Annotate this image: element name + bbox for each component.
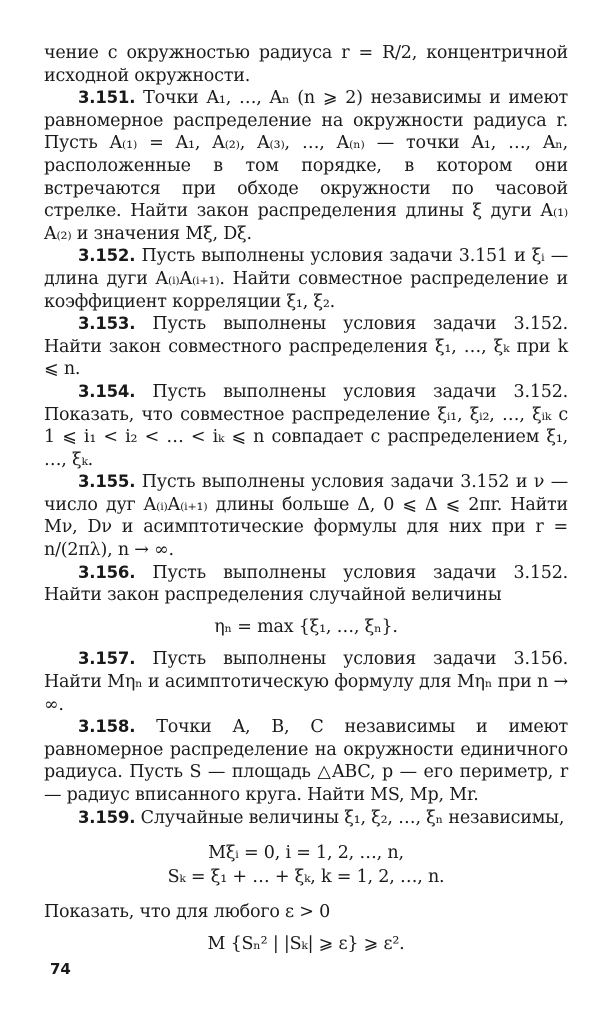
continuation-paragraph: чение с окружностью радиуса r = R/2, концентричной исходной окружности. <box>44 43 568 86</box>
problem-number: 3.152. <box>78 246 136 266</box>
formula-conditions <box>44 841 568 889</box>
problem-3-154 <box>44 381 568 471</box>
problem-3-158 <box>44 716 568 806</box>
show-statement: Показать, что для любого ε > 0 <box>44 902 331 923</box>
page-number: 74 <box>50 960 71 978</box>
problem-number: 3.156. <box>78 562 136 582</box>
problem-text: Пусть выполнены условия задачи 3.152. Найти закон совместного распределения ξ₁, …, ξₖ при k ⩽ n. <box>44 314 568 380</box>
problem-text: Пусть выполнены условия задачи 3.152 и ν — число дуг A₍ᵢ₎A₍ᵢ₊₁₎ длины больше Δ, 0 ⩽ Δ ⩽ 2πr. Найти Mν, Dν и асимптотические формулы для них при r = n/(2πλ), n → ∞. <box>44 472 568 561</box>
formula-line: Mξᵢ = 0, i = 1, 2, …, n, <box>208 843 404 864</box>
problem-number: 3.158. <box>78 717 136 737</box>
problem-text: Пусть выполнены условия задачи 3.151 и ξᵢ — длина дуги A₍ᵢ₎A₍ᵢ₊₁₎. Найти совместное распределение и коэффициент корреляции ξ₁, ξ₂. <box>44 246 568 312</box>
problem-text: Пусть выполнены условия задачи 3.156. Найти Mηₙ и асимптотическую формулу для Mηₙ при n → ∞. <box>44 649 568 715</box>
problem-number: 3.157. <box>78 649 136 669</box>
problem-text: Точки A₁, …, Aₙ (n ⩾ 2) независимы и имеют равномерное распределение на окружности радиуса r. Пусть A₍₁₎ = A₁, A₍₂₎, A₍₃₎, …, A₍ₙ₎ — точки A₁, …, Aₙ, расположенные в том порядке, в котором они встречаются при обходе окружности по часовой стрелке. Найти закон распределения длины ξ дуги A₍₁₎A₍₂₎ и значения Mξ, Dξ. <box>44 88 568 244</box>
formula-eta-max: ηₙ = max {ξ₁, …, ξₙ}. <box>214 616 398 637</box>
problem-number: 3.151. <box>78 88 136 108</box>
problem-number: 3.155. <box>78 472 136 492</box>
problem-3-156 <box>44 562 568 607</box>
problem-number: 3.159. <box>78 807 136 827</box>
problem-3-151 <box>44 87 568 245</box>
page-text <box>44 42 568 965</box>
problem-text: Случайные величины ξ₁, ξ₂, …, ξₙ независимы, <box>140 807 565 828</box>
problem-3-159 <box>44 807 568 830</box>
problem-text: Точки A, B, C независимы и имеют равномерное распределение на окружности единичного радиуса. Пусть S — площадь △ABC, p — его периметр, r — радиус вписанного круга. Найти MS, Mp, Mr. <box>44 717 568 805</box>
problem-number: 3.154. <box>78 381 136 401</box>
problem-3-157 <box>44 648 568 716</box>
problem-text: Пусть выполнены условия задачи 3.152. Показать, что совместное распределение ξᵢ₁, ξᵢ₂, …, ξᵢₖ с 1 ⩽ i₁ < i₂ < … < iₖ ⩽ n совпадает с распределением ξ₁, …, ξₖ. <box>44 381 568 470</box>
formula-line: Sₖ = ξ₁ + … + ξₖ, k = 1, 2, …, n. <box>167 867 445 888</box>
problem-3-155 <box>44 471 568 561</box>
problem-3-153 <box>44 313 568 381</box>
problem-text: Пусть выполнены условия задачи 3.152. Найти закон распределения случайной величины <box>44 562 568 606</box>
problem-3-152 <box>44 245 568 313</box>
problem-number: 3.153. <box>78 314 136 334</box>
formula-inequality: M {Sₙ² | |Sₖ| ⩾ ε} ⩾ ε². <box>207 933 405 954</box>
